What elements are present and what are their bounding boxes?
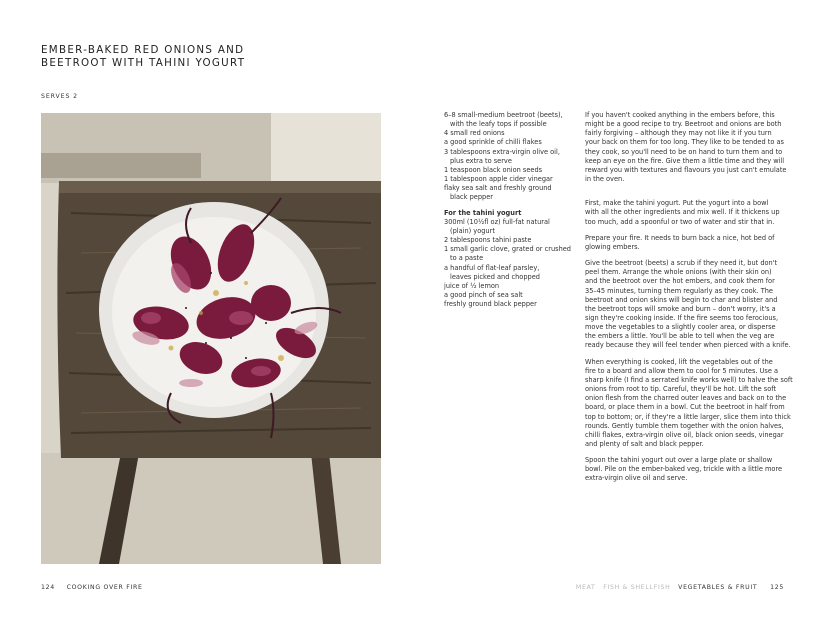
method-step-assemble [585, 357, 793, 450]
ingredient-line: a handful of flat-leaf parsley, [444, 263, 540, 272]
ingredient-line: leaves picked and chopped [450, 272, 540, 281]
section-nav-fish-shellfish: FISH & SHELLFISH [603, 584, 671, 591]
right-page-number: 125 [770, 584, 784, 591]
method-line: First, make the tahini yogurt. Put the yogurt into a bowl [585, 199, 769, 208]
recipe-photo [41, 113, 381, 564]
ingredient-line: black pepper [450, 193, 493, 202]
method-line: peel them. Arrange the whole onions (with their skin on) [585, 268, 772, 277]
ingredient-line: 6–8 small-medium beetroot (beets), [444, 111, 563, 119]
method-line: ready because they will feel tender when pierced with a knife. [585, 341, 791, 350]
serves-label: SERVES 2 [41, 93, 78, 100]
ingredient-line: 1 tablespoon apple cider vinegar [444, 175, 553, 184]
method-line: Prepare your fire. It needs to burn back a nice, hot bed of [585, 233, 775, 242]
method-line: top to bottom; or, if they're a little larger, slice them into thick [585, 412, 791, 421]
ingredient-line: with the leafy tops if possible [450, 120, 547, 129]
section-nav-meat: MEAT [575, 584, 596, 591]
ingredient-line: a good pinch of sea salt [444, 290, 523, 299]
ingredient-line: a good sprinkle of chilli flakes [444, 138, 542, 147]
ingredient-line: 2 tablespoons tahini paste [444, 236, 532, 245]
recipe-title-line1: EMBER-BAKED RED ONIONS AND [41, 44, 245, 56]
method-line: rounds. Gently tumble them together with the onion halves, [585, 421, 784, 430]
method-line: in the oven. [585, 175, 625, 184]
ingredient-line: flaky sea salt and freshly ground [444, 184, 552, 193]
method-line: 35–45 minutes, turning them regularly as they cook. The [585, 286, 773, 295]
ingredient-line: to a paste [450, 254, 484, 263]
ingredient-line: 1 teaspoon black onion seeds [444, 165, 543, 174]
method-step-yogurt [585, 199, 785, 226]
method-line: fairly forgiving – although they may not like it if you turn [585, 129, 772, 138]
method-line: beetroot and onion skins will begin to char and blister and [585, 295, 778, 304]
method-line: sign they're cooking inside. If the fire seems too ferocious, [585, 313, 779, 322]
section-nav-vegetables-fruit: VEGETABLES & FRUIT [678, 584, 758, 591]
dish-photo-illustration [41, 113, 381, 564]
method-line: sharp knife (I find a serrated knife works well) to halve the soft [585, 375, 793, 384]
method-line: extra-virgin olive oil and serve. [585, 474, 688, 483]
method-line: reward you with textures and flavours you just can't emulate [585, 165, 787, 174]
method-line: board, or place them in a bowl. Cut the beetroot in half from [585, 403, 785, 412]
method-line: too much, add a spoonful or two of water and stir that in. [585, 217, 775, 226]
footer-right [571, 584, 784, 591]
ingredient-line: 1 small garlic clove, grated or crushed [444, 245, 571, 254]
method-line: bowl. Pile on the ember-baked veg, trickle with a little more [585, 465, 783, 474]
method-step-cook [585, 259, 791, 351]
ingredient-line: 4 small red onions [444, 129, 505, 138]
book-title: COOKING OVER FIRE [66, 584, 143, 591]
method-line: they cook, so you'll need to be on hand to turn them and to [585, 147, 783, 156]
tahini-yogurt-heading: For the tahini yogurt [444, 208, 522, 217]
recipe-title-line2: BEETROOT WITH TAHINI YOGURT [41, 57, 246, 69]
method-step-fire [585, 234, 785, 252]
method-text [585, 111, 793, 484]
method-line: and plenty of salt and black pepper. [585, 440, 704, 448]
method-line: keep an eye on the fire. Give them a little time and they will [585, 156, 785, 165]
ingredient-line: 300ml (10½fl oz) full-fat natural [444, 217, 550, 226]
method-line: glowing embers. [585, 242, 640, 251]
method-line: When everything is cooked, lift the vegetables out of the [585, 357, 773, 366]
method-line: Spoon the tahini yogurt out over a large plate or shallow [585, 456, 773, 465]
method-line: If you haven't cooked anything in the embers before, this [585, 111, 775, 119]
method-step-serve [585, 456, 785, 483]
method-line: with all the other ingredients and mix well. If it thickens up [585, 208, 780, 217]
recipe-title [41, 44, 341, 70]
left-page-number: 124 [41, 584, 55, 591]
method-line: the embers a little. You'll be able to tell when the veg are [585, 332, 775, 341]
method-line: might be a good recipe to try. Beetroot and onions are both [585, 120, 782, 129]
ingredient-line: plus extra to serve [450, 156, 512, 165]
ingredient-line: (plain) yogurt [450, 226, 495, 235]
method-line: your back on them for too long. They like to be tended to as [585, 138, 784, 147]
ingredients-list [444, 111, 572, 309]
ingredient-line: juice of ½ lemon [444, 281, 500, 290]
method-line: onion flesh from the charred outer leaves and back on to the [585, 394, 787, 403]
footer-left [41, 584, 152, 591]
method-line: move the vegetables to a slightly cooler area, or disperse [585, 323, 776, 332]
method-line: and the beetroot over the hot embers, and cook them for [585, 277, 775, 286]
ingredient-line: 3 tablespoons extra-virgin olive oil, [444, 147, 560, 156]
method-line: chilli flakes, extra-virgin olive oil, black onion seeds, vinegar [585, 430, 784, 439]
method-intro-paragraph [585, 111, 785, 184]
method-line: fire to a board and allow them to cool for 5 minutes. Use a [585, 366, 779, 375]
method-line: onions from root to tip. Careful, they'll be hot. Lift the soft [585, 385, 777, 394]
ingredient-line: freshly ground black pepper [444, 300, 537, 309]
method-line: the beetroot tops will smoke and burn – don't worry, it's a [585, 304, 776, 313]
method-line: Give the beetroot (beets) a scrub if they need it, but don't [585, 259, 778, 268]
